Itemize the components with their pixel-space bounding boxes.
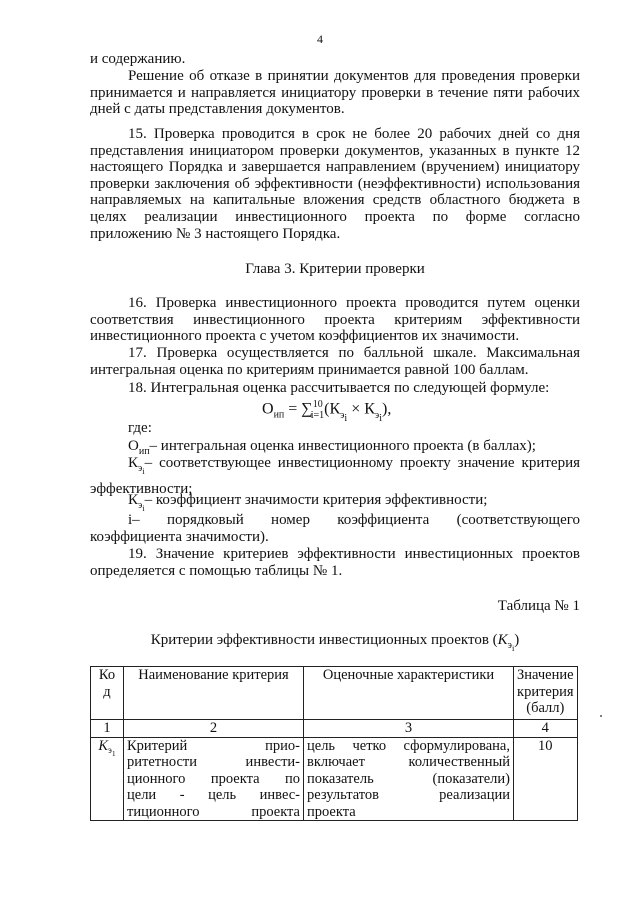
header-value-line: (балл)	[526, 700, 565, 716]
text-line: 17. Проверка осуществляется по балльной шкале. Максимальная	[128, 345, 580, 361]
formula-lhs-sub: ип	[273, 409, 285, 421]
cell-line: ционного проекта по	[127, 770, 300, 787]
formula-eq: = ∑	[284, 400, 313, 418]
symbol-o: О	[128, 438, 139, 454]
text-line: проверки заключения об эффективности (неэффективности) использования	[90, 175, 580, 192]
definition-oip-text: – интегральная оценка инвестиционного проекта (в баллах);	[149, 438, 536, 454]
formula-open: (К	[324, 400, 341, 418]
table-title-k: K	[497, 632, 508, 648]
symbol-kz-i: i	[142, 504, 145, 513]
definition-kz-text: – коэффициент значимости критерия эффективности;	[144, 492, 488, 508]
definition-k-text: – соответствующее инвестиционному проекту значение критерия	[144, 455, 580, 471]
header-value-line: Значение	[517, 667, 574, 683]
paragraph-19	[90, 546, 580, 579]
symbol-k: $К_{э_i}$	[128, 455, 145, 476]
text-line: интегральная оценка по критериям принимается равной 100 баллам.	[90, 361, 529, 378]
text-line: соответствия инвестиционного проекта критериям эффективности	[90, 311, 580, 328]
row-code-sub: э	[108, 745, 112, 756]
row-characteristics	[304, 737, 514, 821]
formula-sum-sub: i=1	[310, 409, 325, 421]
paragraph-16	[90, 295, 580, 345]
text-line: принимается и направляется инициатору проверки в течение пяти рабочих	[90, 84, 580, 101]
table-title-i: i	[511, 644, 515, 653]
text-line: эффективности;	[90, 480, 193, 497]
paragraph-18: 18. Интегральная оценка рассчитывается по следующей формуле:	[128, 380, 550, 396]
text-line: 16. Проверка инвестиционного проекта проводится путем оценки	[128, 295, 580, 311]
text-line: представления инициатором проверки документов, указанных в пункте 12	[90, 142, 580, 159]
cell-line: Критерий прио-	[127, 737, 300, 754]
text-line: дней с даты представления документов.	[90, 101, 345, 118]
table-title	[90, 632, 580, 658]
formula-times: × К	[347, 400, 375, 418]
continuation-text: и содержанию.	[90, 51, 186, 67]
criteria-table	[90, 666, 578, 821]
symbol-o-sub: ип	[138, 446, 150, 457]
formula-k-sub-text: э	[340, 409, 345, 421]
text-line: направляемых на капитальные вложения средств областного бюджета в	[90, 192, 580, 209]
row-name	[124, 737, 304, 821]
text-line: приложению № 3 настоящего Порядка.	[90, 225, 341, 242]
formula-sum-sup: 10	[312, 399, 323, 410]
text-line: целях реализации инвестиционного проекта по форме согласно	[90, 208, 580, 225]
text-line: коэффициента значимости).	[90, 528, 269, 545]
header-code	[91, 667, 124, 720]
row-value: 10	[514, 737, 578, 821]
formula-close: ),	[381, 400, 392, 418]
table-title-text: Критерии эффективности инвестиционных проектов (	[150, 632, 498, 648]
cell-line: цели - цель инвес-	[127, 787, 300, 803]
row-code-index: 1	[111, 749, 116, 759]
column-number: 4	[514, 720, 578, 738]
text-line: настоящего Порядка и завершается направлением (вручением) инициатору	[90, 159, 580, 176]
definition-k	[90, 455, 580, 497]
formula-kz-sub	[374, 409, 382, 424]
header-value-line: критерия	[517, 683, 574, 700]
table-label: Таблица № 1	[497, 598, 580, 614]
text-line: 15. Проверка проводится в срок не более 20 рабочих дней со дня	[128, 126, 580, 142]
cell-line: результатов реализации	[307, 787, 510, 803]
cell-line: тиционного проекта	[127, 803, 300, 820]
text-line: инвестиционного проекта с учетом коэффициентов их значимости.	[90, 328, 520, 345]
scan-speck	[600, 715, 602, 717]
header-value	[514, 667, 578, 720]
symbol-k-sub: э	[138, 463, 143, 474]
cell-line: проекта	[307, 803, 356, 820]
text-line	[90, 455, 580, 481]
column-number: 3	[304, 720, 514, 738]
table-row	[91, 737, 578, 821]
header-characteristics: Оценочные характеристики	[304, 667, 514, 720]
text-line: определяется с помощью таблицы № 1.	[90, 562, 343, 579]
formula-lhs: О	[262, 400, 274, 418]
cell-line: ритетности инвести-	[127, 754, 300, 770]
formula-i-sub: i	[344, 412, 348, 424]
where-label: где:	[128, 420, 152, 436]
row-code	[91, 737, 124, 821]
symbol-k-i: i	[142, 467, 145, 476]
formula-i-sub-2: i	[379, 412, 382, 424]
paragraph-17	[90, 345, 580, 378]
table-title-close: )	[514, 632, 520, 648]
row-code-k: K	[98, 737, 109, 754]
header-code-line: Ко	[98, 667, 116, 683]
cell-line: включает количественный	[307, 754, 510, 770]
page-number: 4	[317, 32, 323, 46]
cell-line: цель четко сформулирована,	[307, 737, 510, 754]
column-number: 2	[124, 720, 304, 738]
text-line: i– порядковый номер коэффициента (соответствующего	[128, 512, 580, 528]
text-line: 19. Значение критериев эффективности инвестиционных проектов	[128, 546, 580, 562]
column-number: 1	[91, 720, 124, 738]
cell-line: показатель (показатели)	[307, 770, 510, 787]
chapter-heading: Глава 3. Критерии проверки	[245, 261, 425, 277]
table-title-sub: э	[507, 640, 512, 651]
table-header-row	[91, 667, 578, 720]
symbol-kz-sub: э	[138, 500, 143, 511]
symbol-kz: $К_{э_i}$	[128, 492, 145, 513]
paragraph-15	[90, 126, 580, 242]
text-line: Решение об отказе в принятии документов для проведения проверки	[128, 68, 580, 84]
header-name: Наименование критерия	[124, 667, 304, 720]
table-number-row	[91, 720, 578, 738]
definition-i	[90, 512, 580, 545]
paragraph-refusal	[90, 68, 580, 118]
header-code-line: д	[103, 683, 111, 700]
formula-kz-sub-text: э	[374, 409, 380, 421]
